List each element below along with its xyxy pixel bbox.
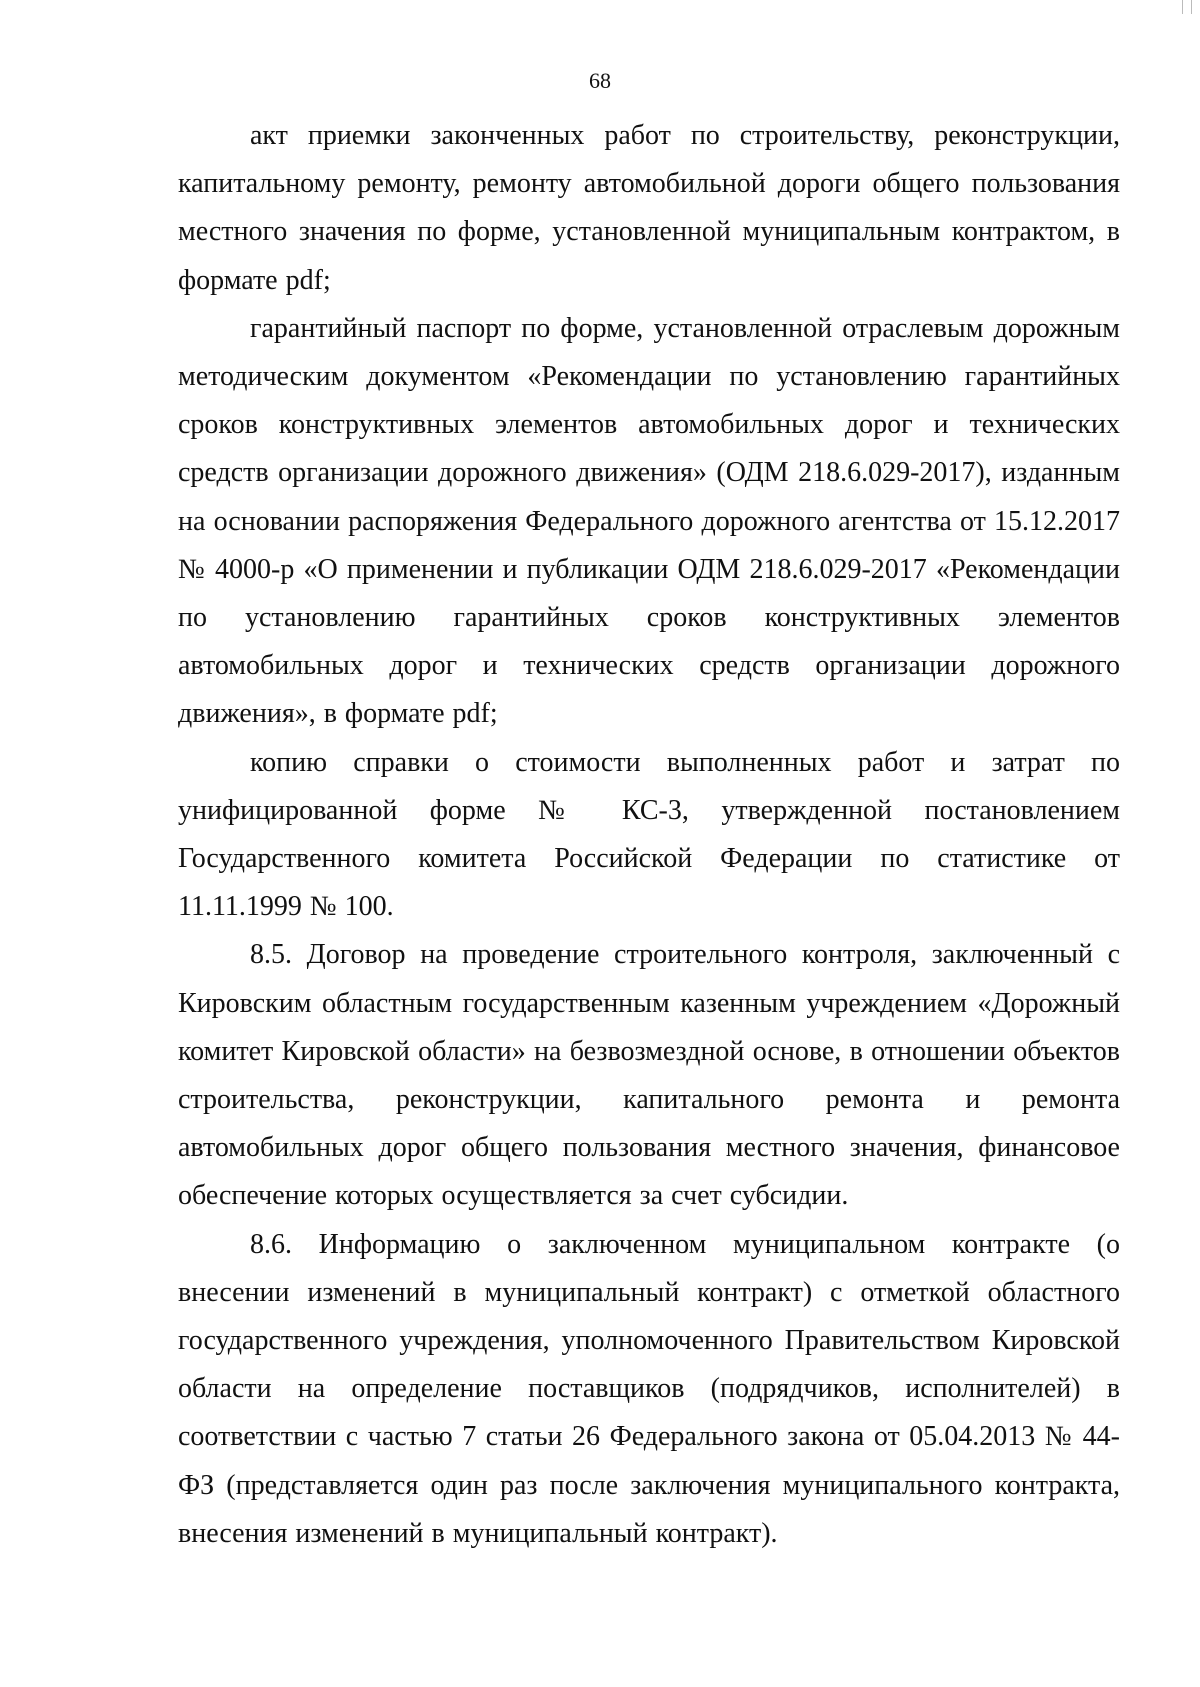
page-number: 68 [589,68,611,93]
paragraph-ks3-certificate: копию справки о стоимости выполненных работ и затрат по унифицированной форме № КС-3, утвержденной постановлением Государственного комитета Российской Федерации по статистике от 11.11.1999 № 100. [178,746,1120,923]
paragraph-acceptance-act: акт приемки законченных работ по строительству, реконструкции, капитальному ремонту, ремонту автомобильной дороги общего пользования местного значения по форме, установленной муниципальным контрактом, в формате pdf; [178,120,1120,296]
paragraph-8-6: 8.6. Информацию о заключенном муниципальном контракте (о внесении изменений в муниципальный контракт) с отметкой областного государственного учреждения, уполномоченного Правительством Кировской области на определение поставщиков (подрядчиков, исполнителей) в соответствии с частью 7 статьи 26 Федерального закона от 05.04.2013 № 44-ФЗ (представляется один раз после заключения муниципального контракта, внесения изменений в муниципальный контракт). [178,1228,1120,1549]
paragraph-8-5: 8.5. Договор на проведение строительного контроля, заключенный с Кировским областным государственным казенным учреждением «Дорожный комитет Кировской области» на безвозмездной основе, в отношении объектов строительства, реконструкции, капитального ремонта и ремонта автомобильных дорог общего пользования местного значения, финансовое обеспечение которых осуществляется за счет субсидии. [178,939,1120,1212]
paragraph-warranty-passport: гарантийный паспорт по форме, установленной отраслевым дорожным методическим документом «Рекомендации по установлению гарантийных сроков конструктивных элементов автомобильных дорог и технических средств организации дорожного движения» (ОДМ 218.6.029-2017), изданным на основании распоряжения Федерального дорожного агентства от 15.12.2017 № 4000-р «О применении и публикации ОДМ 218.6.029-2017 «Рекомендации по установлению гарантийных сроков конструктивных элементов автомобильных дорог и технических средств организации дорожного движения», в формате pdf; [178,312,1120,730]
scan-corner-mark [1182,0,1192,14]
document-body [178,112,1120,1558]
